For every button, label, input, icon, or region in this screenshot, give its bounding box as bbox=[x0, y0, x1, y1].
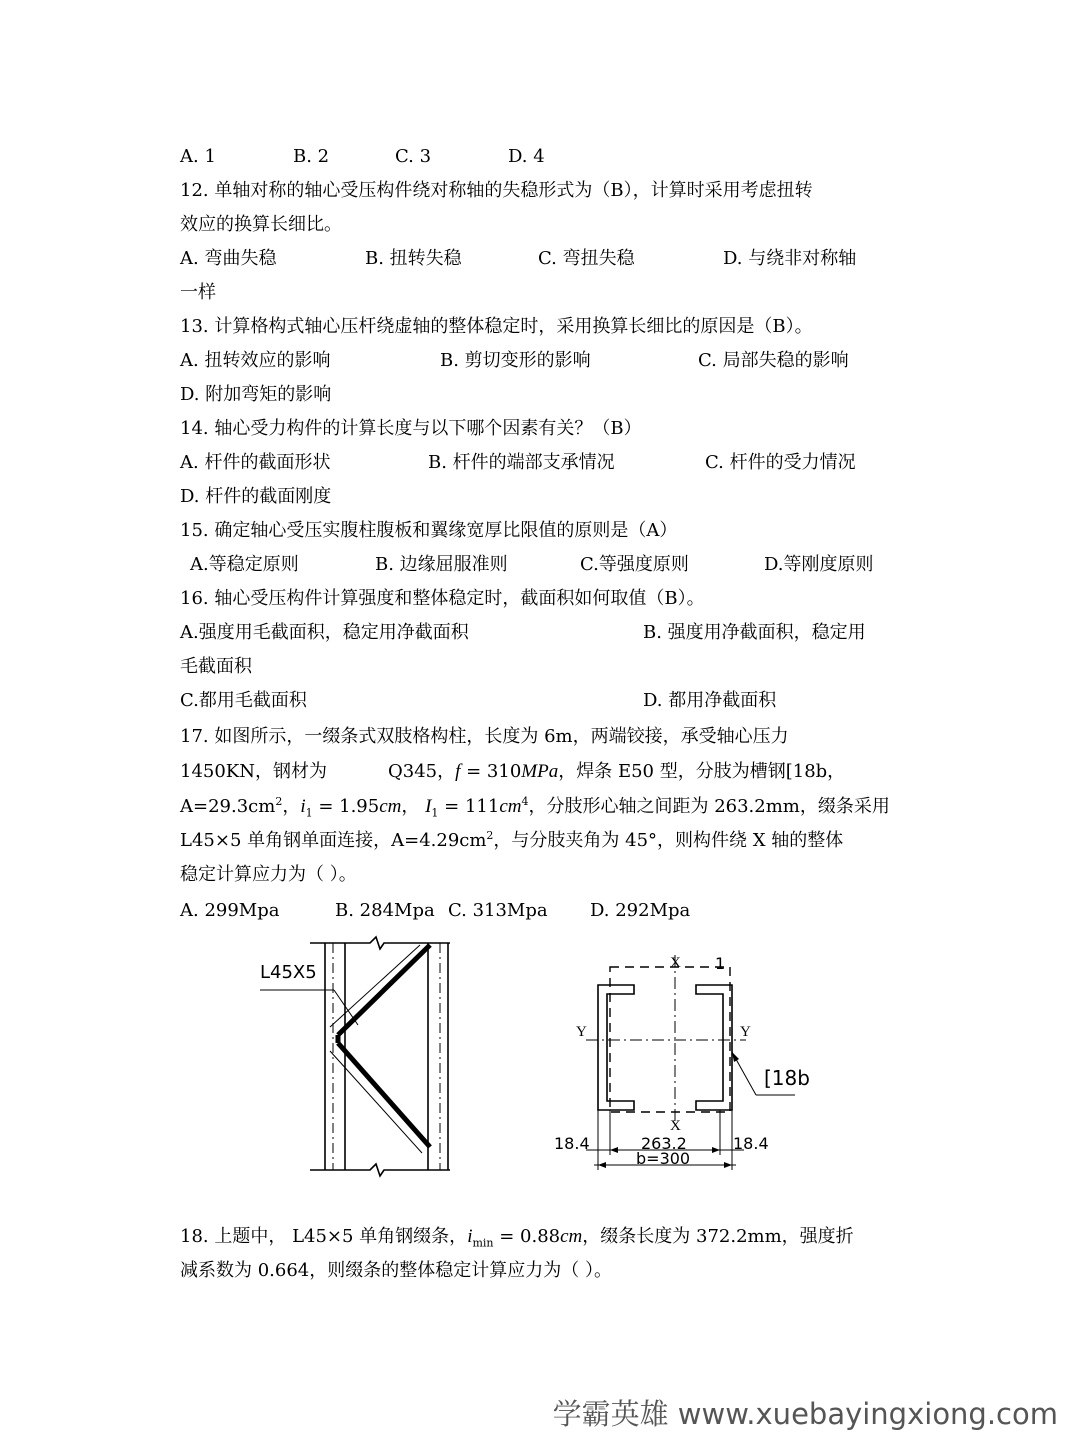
option-d: D. 都用净截面积 bbox=[643, 690, 777, 711]
option-d: D. 292Mpa bbox=[590, 900, 691, 921]
q13-option-d: D. 附加弯矩的影响 bbox=[180, 384, 332, 405]
document-page: A. 1 B. 2 C. 3 D. 4 12. 单轴对称的轴心受压构件绕对称轴的失稳形式为（B），计算时采用考虑扭转 效应的换算长细比。 A. 弯曲失稳 B. 扭转失稳 C. 弯扭失稳 D. 与绕非对称轴 一样 13. 计算格构式轴心压杆绕虚轴的整体稳定时，采用换算长细比的原因是（B）。 A. 扭转效应的影响 B. 剪切变形的影响 C. 局部失稳的影响 D. 附加弯矩的影响 14. 轴心受力构件的计算长度与以下哪个因素有关？（B） A. 杆件的截面形状 B. 杆件的端部支承情况 C. 杆件的受力情况 D. 杆件的截面刚度 15. 确定轴心受压实腹柱腹板和翼缘宽厚比限值的原则是（A） A.等稳定原则 B. 边缘屈服准则 C.等强度原则 D.等刚度原则 16. 轴心受压构件计算强度和整体稳定时，截面积如何取值（B）。 A.强度用毛截面积，稳定用净截面积 B. 强度用净截面积，稳定用 毛截面积 C.都用毛截面积 D. 都用净截面积 17. 如图所示，一缀条式双肢格构柱，长度为 6m，两端铰接，承受轴心压力 1450KN，钢材为 Q345，f = 310MPa，焊条 E50 型，分肢为槽钢[18b， $A=29.3cm^2$，$i_1 = 1.95cm$， $I_1 = 111cm^4$，分肢形心轴之间距为 263.2mm，缀条采用 L45×5 单角钢单面连接，$A=4.29cm^2$，与分肢夹角为 45°，则构件绕 X 轴的整体 稳定计算应力为（ ）。 A. 299Mpa B. 284Mpa C. 313Mpa D. 292Mpa L45X5 X X Y Y 1 [18b 18.4 263.2 18.4 b=300 18. 上题中， L45×5 单角钢缀条，$i_{min} = 0.88cm$，缀条长度为 372.2mm，强度折 减系数为 0.664，则缀条的整体稳定计算应力为（ ）。 学霸英雄 www.xuebayingxiong.com bbox=[180, 146, 1058, 1431]
cross-section-drawing bbox=[550, 945, 840, 1185]
option-c: C.等强度原则 bbox=[580, 554, 689, 575]
option-b: B. 284Mpa bbox=[335, 900, 435, 921]
q16-stem: 16. 轴心受压构件计算强度和整体稳定时，截面积如何取值（B）。 bbox=[180, 588, 705, 609]
option-b: B. 边缘屈服准则 bbox=[375, 554, 508, 575]
channel-label: [18b bbox=[764, 1066, 810, 1090]
option-d: D.等刚度原则 bbox=[764, 554, 874, 575]
q14-option-d: D. 杆件的截面刚度 bbox=[180, 486, 332, 507]
option-b: B. 2 bbox=[293, 146, 330, 167]
q14-stem: 14. 轴心受力构件的计算长度与以下哪个因素有关？（B） bbox=[180, 418, 642, 439]
q17-stem-line3: $A=29.3cm^2$，$i_1 = 1.95cm$， $I_1 = 111cm^4$，分肢形心轴之间距为 263.2mm，缀条采用 bbox=[180, 795, 890, 820]
dim-mid: 263.2 bbox=[641, 1134, 687, 1153]
q12-stem: 12. 单轴对称的轴心受压构件绕对称轴的失稳形式为（B），计算时采用考虑扭转 bbox=[180, 180, 813, 201]
q15-stem: 15. 确定轴心受压实腹柱腹板和翼缘宽厚比限值的原则是（A） bbox=[180, 520, 678, 541]
option-a: A.等稳定原则 bbox=[190, 554, 299, 575]
q18-stem: 18. 上题中， L45×5 单角钢缀条，$i_{min} = 0.88cm$，缀条长度为 372.2mm，强度折 bbox=[180, 1226, 854, 1250]
option-a: A. 杆件的截面形状 bbox=[180, 452, 331, 473]
q18-stem-cont: 减系数为 0.664，则缀条的整体稳定计算应力为（ ）。 bbox=[180, 1260, 612, 1281]
q16-option-b-cont: 毛截面积 bbox=[180, 656, 252, 677]
elevation-drawing bbox=[250, 935, 470, 1180]
axis-x-top: X bbox=[670, 955, 681, 971]
option-c: C. 3 bbox=[395, 146, 432, 167]
option-a: A. 299Mpa bbox=[180, 900, 280, 921]
angle-label: L45X5 bbox=[260, 962, 317, 983]
option-a: A. 1 bbox=[180, 146, 216, 167]
dim-total: b=300 bbox=[636, 1149, 691, 1168]
dim-right: 18.4 bbox=[733, 1134, 769, 1153]
option-c: C. 313Mpa bbox=[448, 900, 548, 921]
option-a: A. 弯曲失稳 bbox=[180, 248, 277, 269]
q17-stem: 17. 如图所示，一缀条式双肢格构柱，长度为 6m，两端铰接，承受轴心压力 bbox=[180, 726, 789, 747]
option-a: A. 扭转效应的影响 bbox=[180, 350, 331, 371]
q17-stem-line4: L45×5 单角钢单面连接，$A=4.29cm^2$，与分肢夹角为 45°，则构件绕 X 轴的整体 bbox=[180, 829, 844, 851]
q12-option-d-cont: 一样 bbox=[180, 282, 216, 303]
axis-y-left: Y bbox=[576, 1024, 587, 1040]
axis-x-bottom: X bbox=[670, 1118, 681, 1134]
q12-stem-cont: 效应的换算长细比。 bbox=[180, 214, 342, 235]
footer-watermark: 学霸英雄 www.xuebayingxiong.com bbox=[552, 1397, 1058, 1431]
option-b: B. 杆件的端部支承情况 bbox=[428, 452, 615, 473]
option-b: B. 强度用净截面积，稳定用 bbox=[643, 622, 866, 643]
option-b: B. 剪切变形的影响 bbox=[440, 350, 591, 371]
lattice-column-elevation-figure bbox=[250, 935, 470, 1180]
q17-stem-line5: 稳定计算应力为（ ）。 bbox=[180, 864, 357, 885]
option-b: B. 扭转失稳 bbox=[365, 248, 462, 269]
option-c: C. 局部失稳的影响 bbox=[698, 350, 849, 371]
option-c: C. 杆件的受力情况 bbox=[705, 452, 856, 473]
option-a: A.强度用毛截面积，稳定用净截面积 bbox=[180, 622, 469, 643]
section-marker: 1 bbox=[715, 954, 726, 973]
dim-left: 18.4 bbox=[554, 1134, 590, 1153]
option-c: C. 弯扭失稳 bbox=[538, 248, 635, 269]
q13-stem: 13. 计算格构式轴心压杆绕虚轴的整体稳定时，采用换算长细比的原因是（B）。 bbox=[180, 316, 813, 337]
option-d: D. 与绕非对称轴 bbox=[723, 248, 857, 269]
option-d: D. 4 bbox=[508, 146, 545, 167]
axis-y-right: Y bbox=[740, 1024, 751, 1040]
option-c: C.都用毛截面积 bbox=[180, 690, 307, 711]
cross-section-figure bbox=[550, 945, 840, 1185]
